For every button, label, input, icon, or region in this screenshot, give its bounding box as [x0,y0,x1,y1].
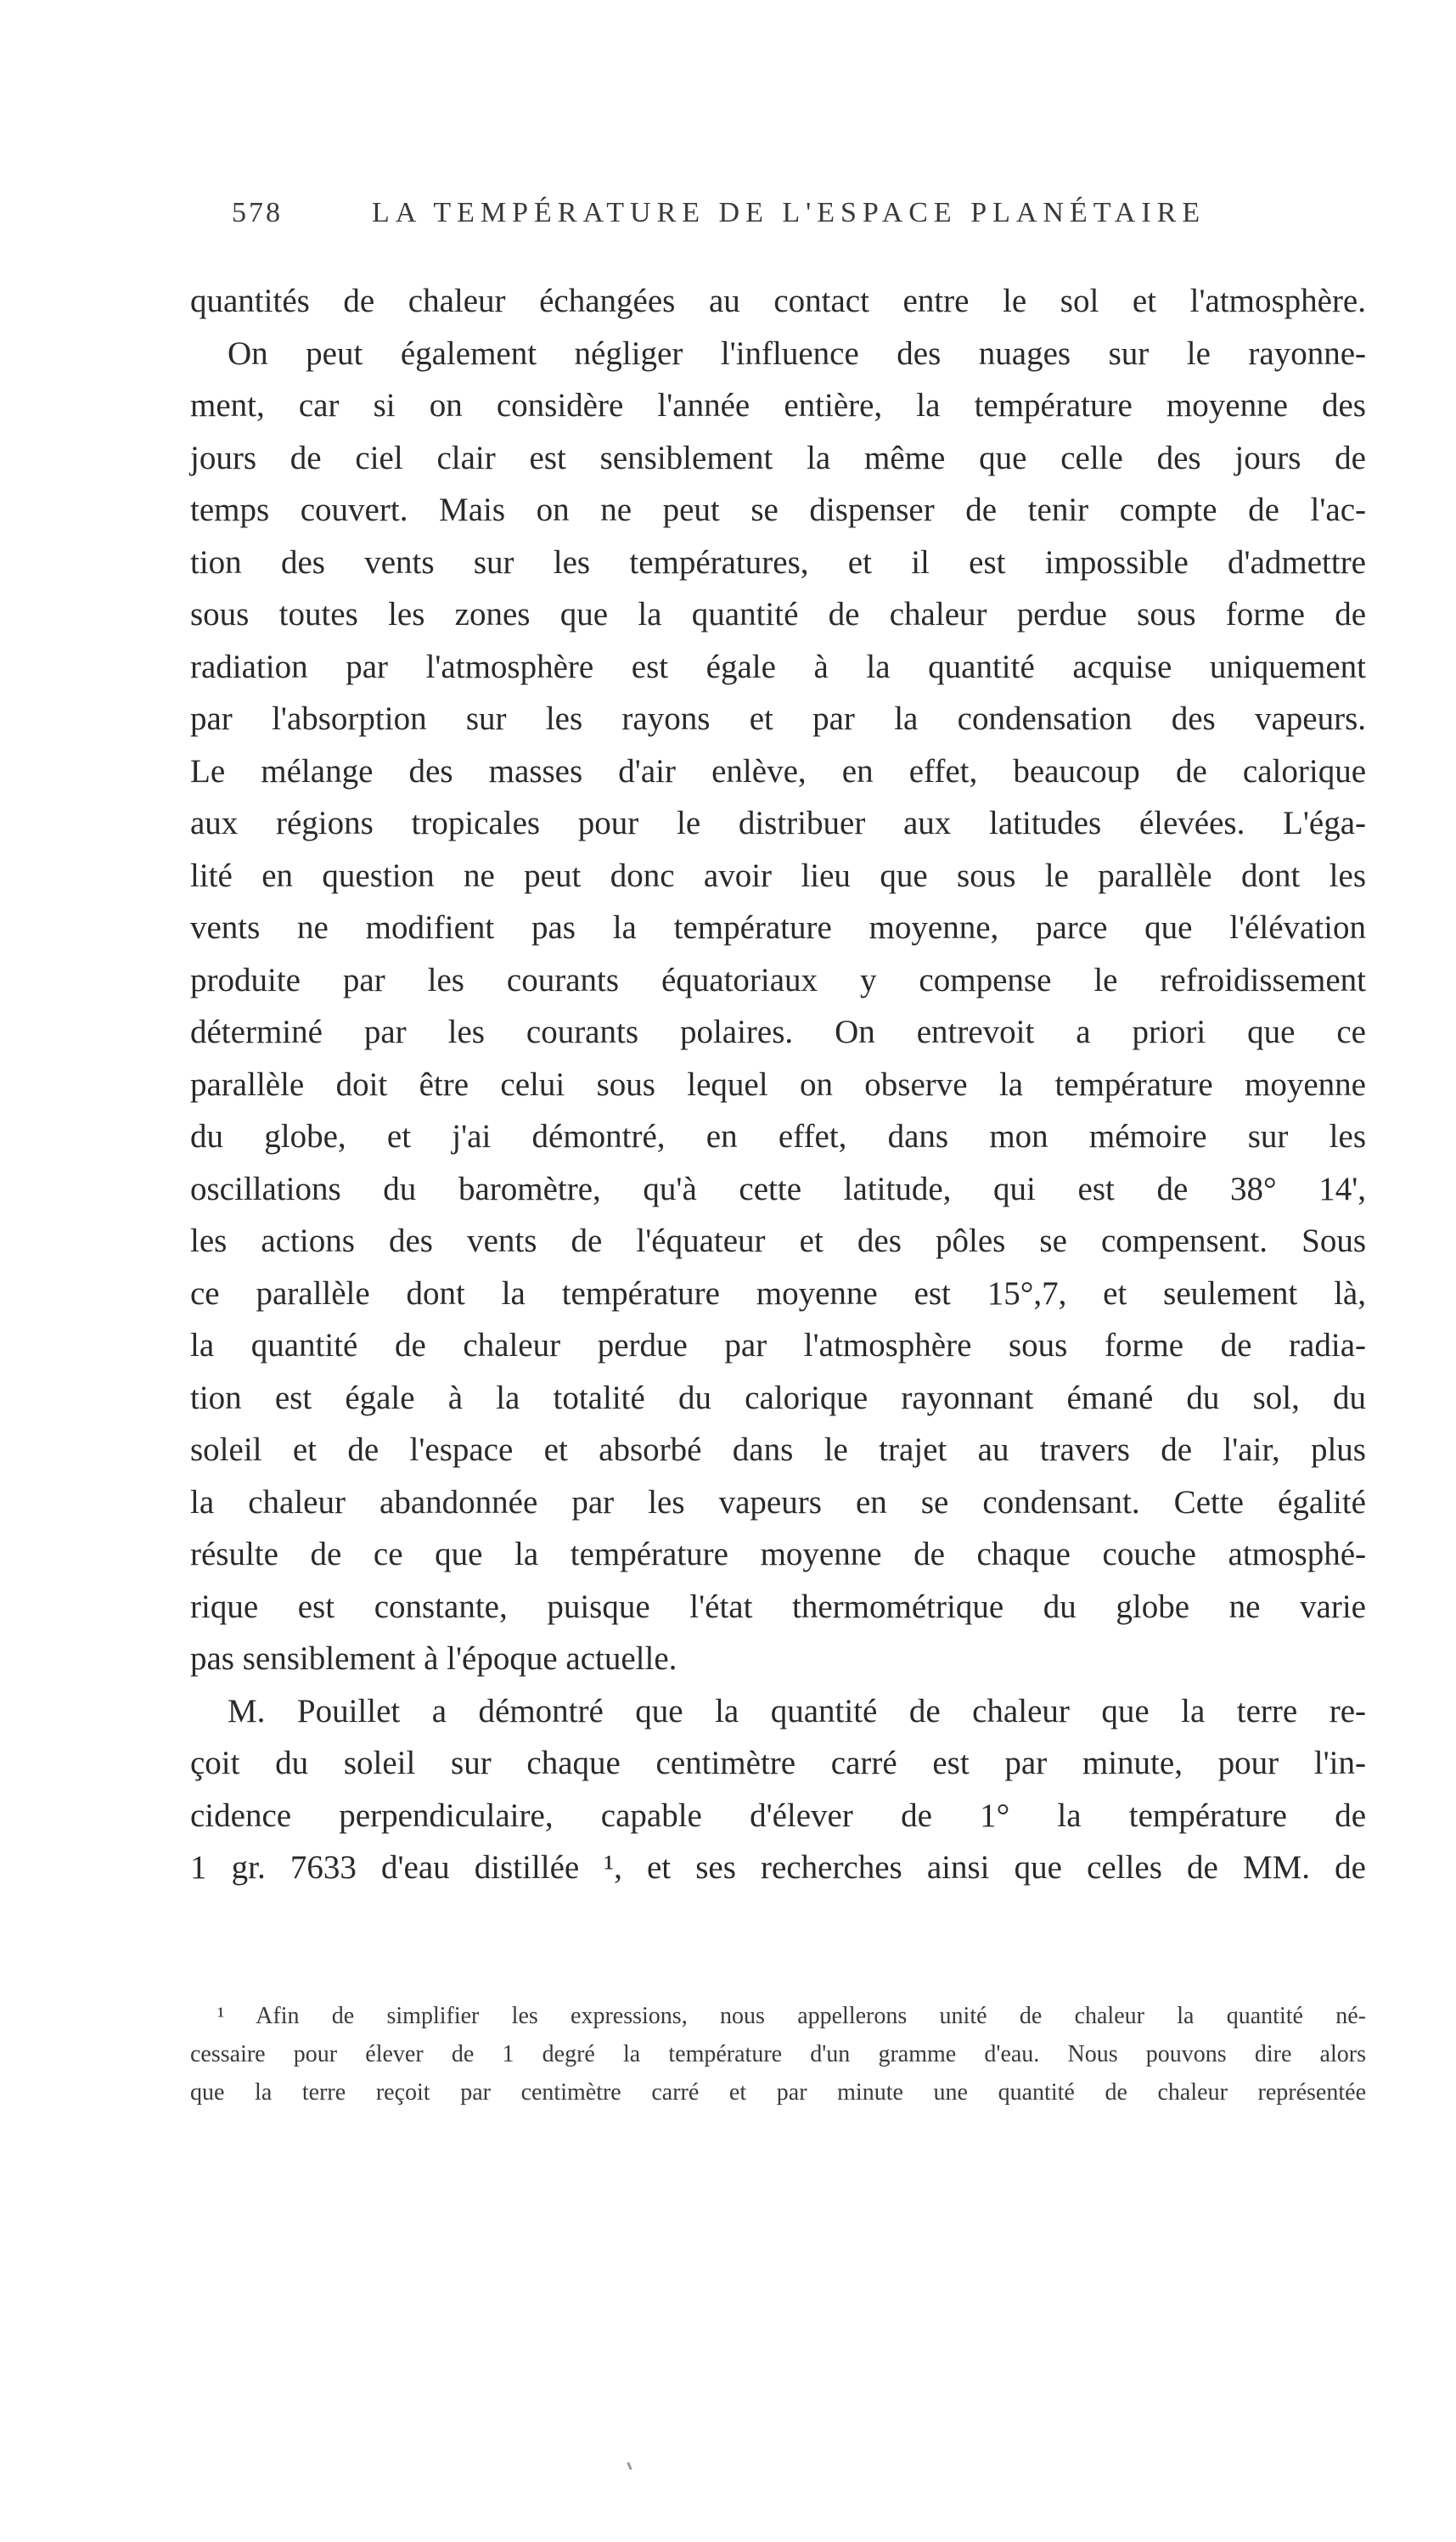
body-line: Le mélange des masses d'air enlève, en effet, beaucoup de calorique [190,752,1366,790]
paper-speck [627,2462,632,2470]
body-line: tion est égale à la totalité du calorique rayonnant émané du sol, du [190,1379,1366,1416]
body-line: vents ne modifient pas la température moyenne, parce que l'élévation [190,909,1366,946]
page-number: 578 [232,197,283,228]
body-text [190,275,1366,1894]
body-line: sous toutes les zones que la quantité de chaleur perdue sous forme de [190,596,1366,633]
body-line: produite par les courants équatoriaux y compense le refroidissement [190,961,1366,998]
body-line: lité en question ne peut donc avoir lieu que sous le parallèle dont les [190,857,1366,894]
body-line: parallèle doit être celui sous lequel on observe la température moyenne [190,1066,1366,1103]
body-line: 1 gr. 7633 d'eau distillée ¹, et ses recherches ainsi que celles de MM. de [190,1849,1366,1886]
page-header [232,197,1238,239]
body-line: la quantité de chaleur perdue par l'atmosphère sous forme de radia- [190,1327,1366,1364]
body-line: oscillations du baromètre, qu'à cette latitude, qui est de 38° 14', [190,1170,1366,1207]
body-line: On peut également négliger l'influence des nuages sur le rayonne- [228,335,1366,372]
body-line: temps couvert. Mais on ne peut se dispenser de tenir compte de l'ac- [190,492,1366,528]
body-line: M. Pouillet a démontré que la quantité de chaleur que la terre re- [228,1692,1366,1729]
footnotes [190,1997,1366,2112]
running-title: LA TEMPÉRATURE DE L'ESPACE PLANÉTAIRE [372,197,1206,228]
body-line: rique est constante, puisque l'état thermométrique du globe ne varie [190,1588,1366,1625]
body-line: ment, car si on considère l'année entière, la température moyenne des [190,387,1366,424]
body-line: ce parallèle dont la température moyenne est 15°,7, et seulement là, [190,1274,1366,1312]
body-line: aux régions tropicales pour le distribuer aux latitudes élevées. L'éga- [190,805,1366,841]
footnote-line: cessaire pour élever de 1 degré la température d'un gramme d'eau. Nous pouvons dire alors [190,2041,1366,2067]
body-line: jours de ciel clair est sensiblement la même que celle des jours de [190,439,1366,476]
body-line: cidence perpendiculaire, capable d'élever de 1° la température de [190,1797,1366,1834]
body-line: les actions des vents de l'équateur et des pôles se compensent. Sous [190,1223,1366,1259]
body-line: radiation par l'atmosphère est égale à la quantité acquise uniquement [190,648,1366,685]
body-line: çoit du soleil sur chaque centimètre carré est par minute, pour l'in- [190,1745,1366,1781]
body-line: résulte de ce que la température moyenne de chaque couche atmosphé- [190,1536,1366,1572]
body-line: quantités de chaleur échangées au contact entre le sol et l'atmosphère. [190,283,1366,319]
body-line: pas sensiblement à l'époque actuelle. [190,1640,677,1677]
body-line: soleil et de l'espace et absorbé dans le trajet au travers de l'air, plus [190,1431,1366,1468]
body-line: par l'absorption sur les rayons et par la condensation des vapeurs. [190,700,1366,737]
body-line: la chaleur abandonnée par les vapeurs en se condensant. Cette égalité [190,1483,1366,1521]
body-line: déterminé par les courants polaires. On entrevoit a priori que ce [190,1014,1366,1050]
footnote-line: ¹ Afin de simplifier les expressions, nous appellerons unité de chaleur la quantité né- [217,2003,1366,2029]
body-line: tion des vents sur les températures, et il est impossible d'admettre [190,543,1366,581]
body-line: du globe, et j'ai démontré, en effet, dans mon mémoire sur les [190,1118,1366,1155]
footnote-line: que la terre reçoit par centimètre carré et par minute une quantité de chaleur représentée [190,2079,1366,2106]
